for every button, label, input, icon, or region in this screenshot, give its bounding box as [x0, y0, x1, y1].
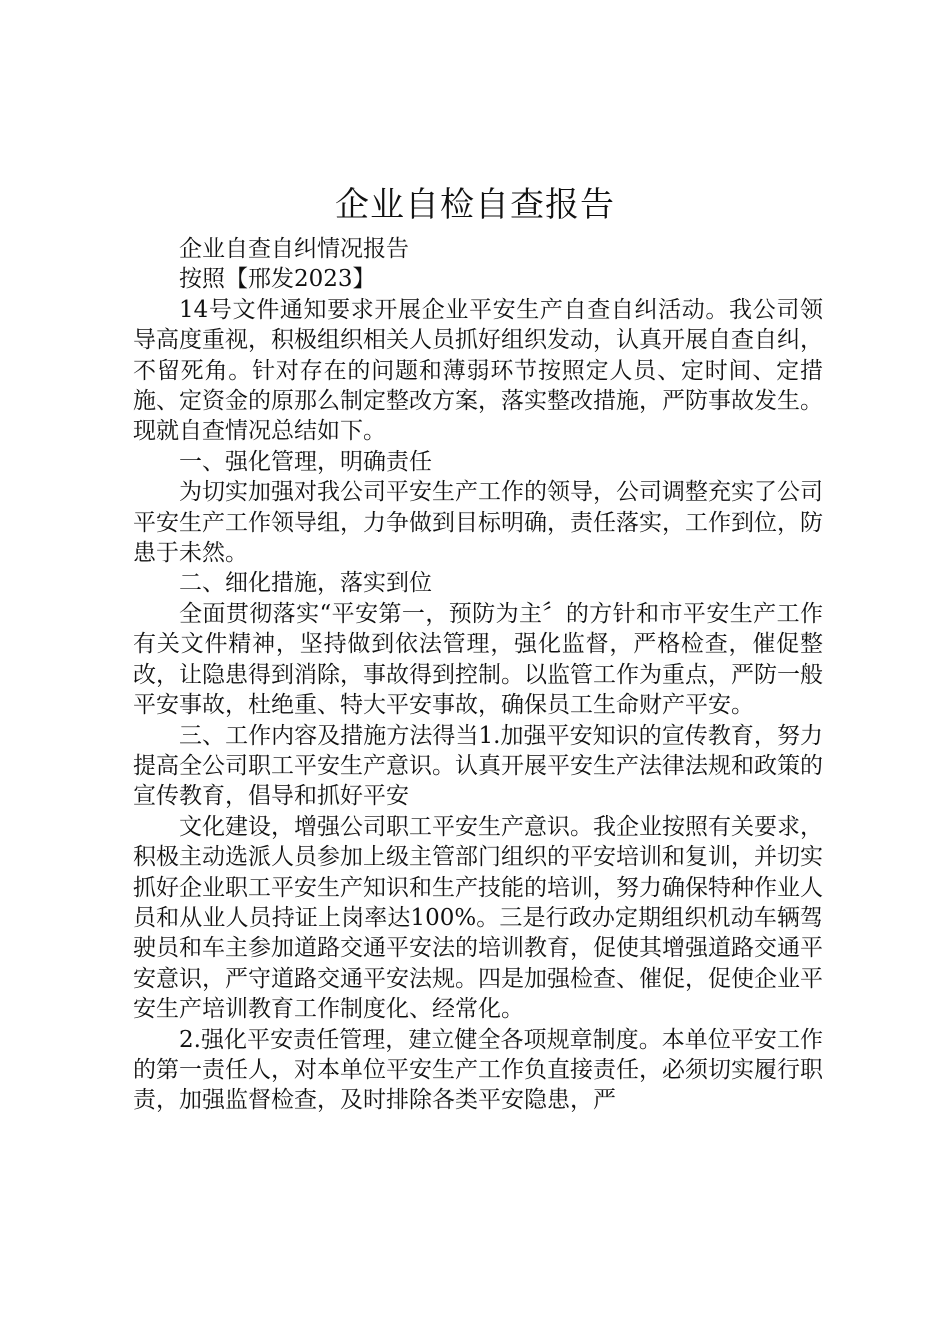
paragraph-section-2: 全面贯彻落实“平安第一，预防为主〞的方针和市平安生产工作有关文件精神，坚持做到依法管理，强化监督，严格检查，催促整改，让隐患得到消除，事故得到控制。以监管工作为重点，严防一般平安事故，杜绝重、特大平安事故，确保员工生命财产平安。 [133, 600, 823, 719]
paragraph-section-1: 为切实加强对我公司平安生产工作的领导，公司调整充实了公司平安生产工作领导组，力争做到目标明确，责任落实，工作到位，防患于未然。 [133, 479, 823, 567]
paragraph-section-3: 三、工作内容及措施方法得当1.加强平安知识的宣传教育，努力提高全公司职工平安生产意识。认真开展平安生产法律法规和政策的宣传教育，倡导和抓好平安 [133, 722, 823, 810]
paragraph-intro: 14号文件通知要求开展企业平安生产自查自纠活动。我公司领导高度重视，积极组织相关人员抓好组织发动，认真开展自查自纠，不留死角。针对存在的问题和薄弱环节按照定人员、定时间、定措施、定资金的原那么制定整改方案，落实整改措施，严防事故发生。现就自查情况总结如下。 [133, 296, 823, 445]
section-heading-1: 一、强化管理，明确责任 [179, 448, 432, 475]
paragraph-responsibility: 2.强化平安责任管理，建立健全各项规章制度。本单位平安工作的第一责任人，对本单位平安生产工作负直接责任，必须切实履行职责，加强监督检查，及时排除各类平安隐患，严 [133, 1026, 823, 1114]
document-body [133, 234, 823, 1116]
paragraph-report-subtitle: 企业自查自纠情况报告 [179, 236, 409, 262]
paragraph-reference: 按照【邢发2023】 [179, 266, 376, 293]
document-title: 企业自检自查报告 [335, 185, 615, 225]
paragraph-culture: 文化建设，增强公司职工平安生产意识。我企业按照有关要求，积极主动选派人员参加上级主管部门组织的平安培训和复训，并切实抓好企业职工平安生产知识和生产技能的培训，努力确保特种作业人员和从业人员持证上岗率达100%。三是行政办定期组织机动车辆驾驶员和车主参加道路交通平安法的培训教育，促使其增强道路交通平安意识，严守道路交通平安法规。四是加强检查、催促，促使企业平安生产培训教育工作制度化、经常化。 [133, 813, 823, 1023]
section-heading-2: 二、细化措施，落实到位 [179, 570, 432, 597]
